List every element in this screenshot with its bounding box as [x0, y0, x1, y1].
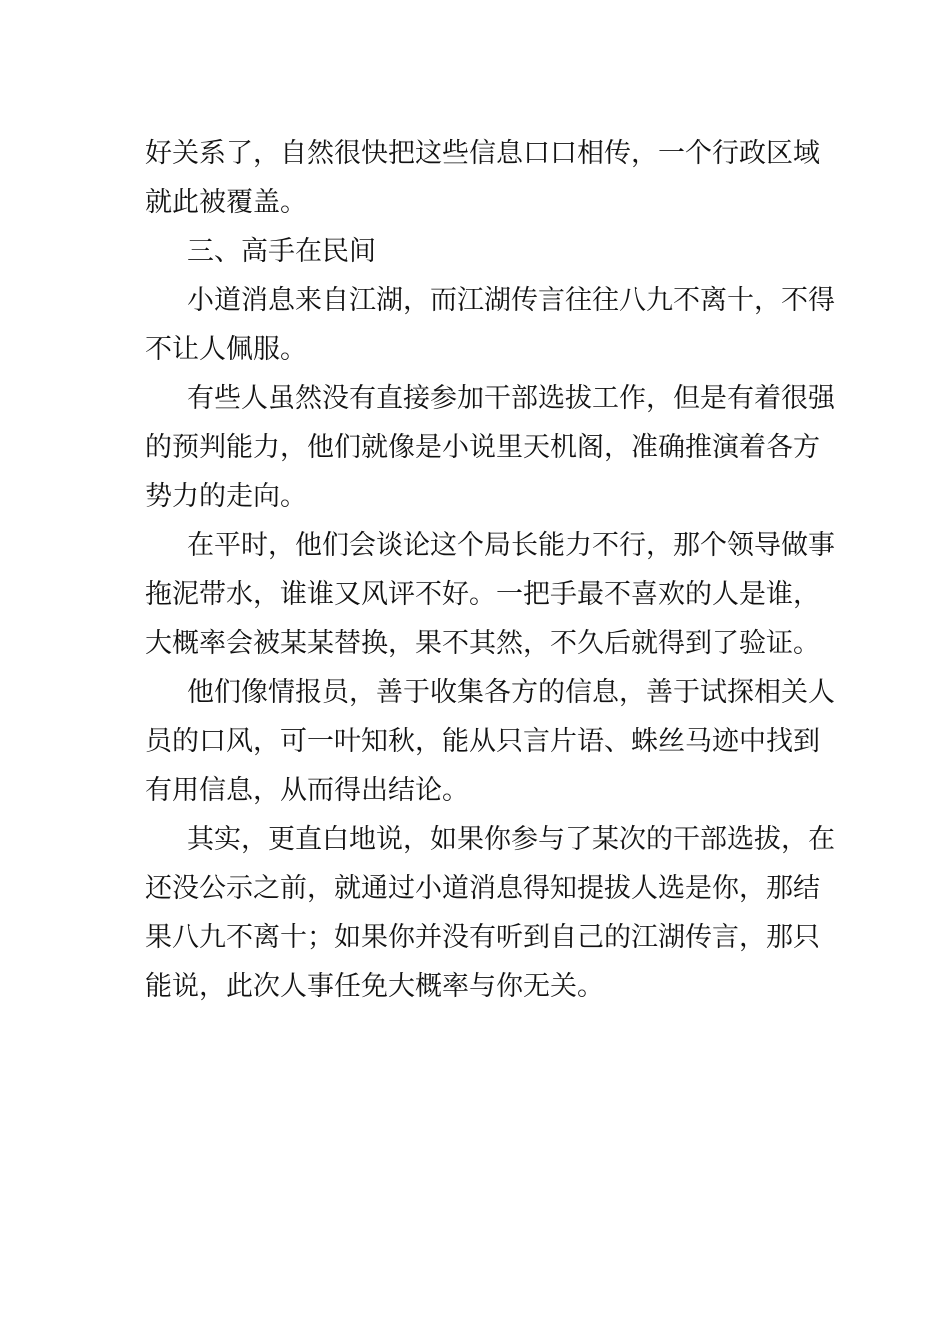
- text-line: 的预判能力，他们就像是小说里天机阁，准确推演着各方: [145, 432, 820, 463]
- paragraph: [145, 276, 835, 374]
- text-line: 在平时，他们会谈论这个局长能力不行，那个领导做事: [187, 530, 835, 561]
- text-line: 他们像情报员，善于收集各方的信息，善于试探相关人: [187, 677, 835, 708]
- paragraph: [145, 815, 835, 1011]
- paragraph: [145, 521, 835, 668]
- text-line: 其实，更直白地说，如果你参与了某次的干部选拔，在: [187, 824, 835, 855]
- text-line: 有些人虽然没有直接参加干部选拔工作，但是有着很强: [187, 383, 835, 414]
- text-line: 果八九不离十；如果你并没有听到自己的江湖传言，那只: [145, 922, 820, 953]
- text-line: 大概率会被某某替换，果不其然，不久后就得到了验证。: [145, 628, 820, 659]
- text-line: 势力的走向。: [145, 481, 307, 512]
- heading-text: 三、高手在民间: [187, 236, 376, 267]
- paragraph-continuation: [145, 129, 820, 227]
- text-line: 拖泥带水，谁谁又风评不好。一把手最不喜欢的人是谁，: [145, 579, 820, 610]
- text-line: 不让人佩服。: [145, 334, 307, 365]
- document-body: [145, 129, 835, 1011]
- text-line: 还没公示之前，就通过小道消息得知提拔人选是你，那结: [145, 873, 820, 904]
- paragraph: [145, 668, 835, 815]
- text-line: 好关系了，自然很快把这些信息口口相传，一个行政区域: [145, 138, 820, 169]
- text-line: 小道消息来自江湖，而江湖传言往往八九不离十，不得: [187, 285, 835, 316]
- text-line: 能说，此次人事任免大概率与你无关。: [145, 971, 604, 1002]
- text-line: 员的口风，可一叶知秋，能从只言片语、蛛丝马迹中找到: [145, 726, 820, 757]
- paragraph: [145, 374, 835, 521]
- section-heading: [145, 227, 807, 276]
- text-line: 就此被覆盖。: [145, 187, 307, 218]
- text-line: 有用信息，从而得出结论。: [145, 775, 469, 806]
